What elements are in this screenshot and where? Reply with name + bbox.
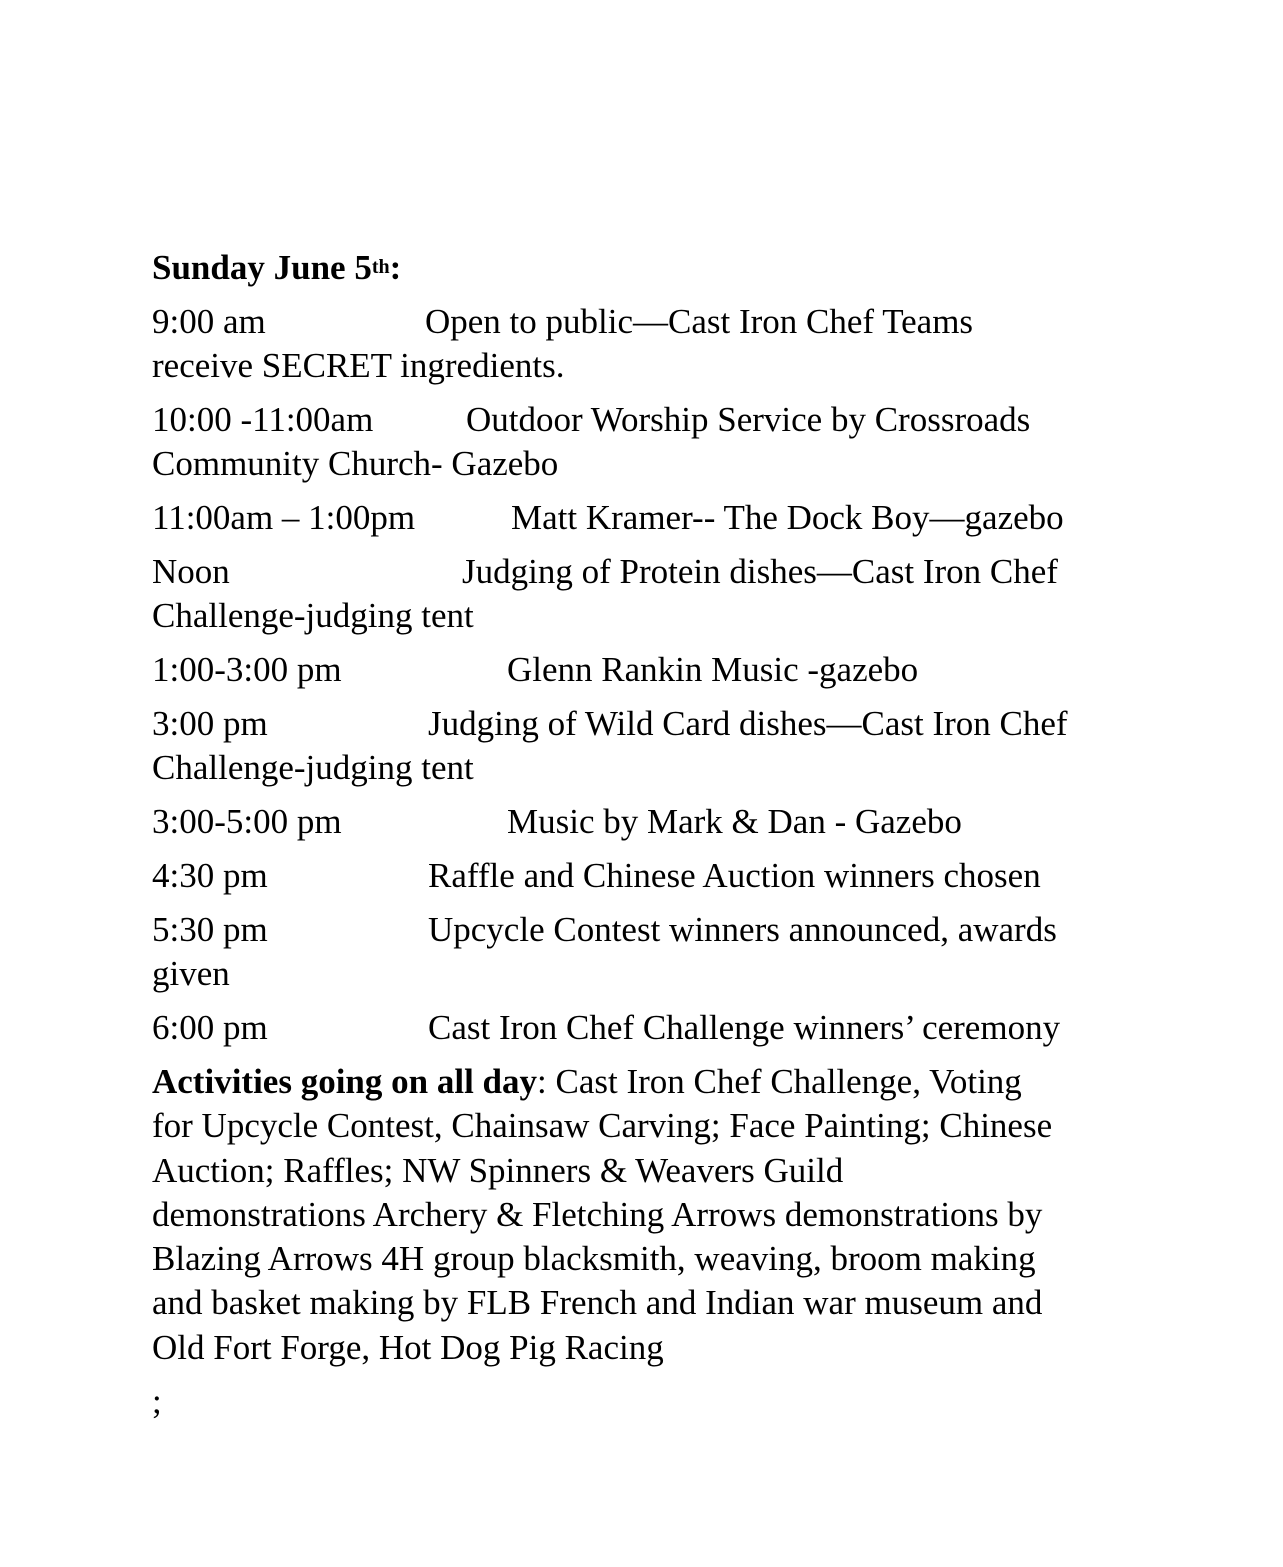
schedule-heading [152, 246, 1137, 290]
event-description: Raffle and Chinese Auction winners chosen [428, 856, 1041, 895]
all-day-line-1 [152, 1060, 1137, 1104]
event-time: 1:00-3:00 pm [152, 650, 342, 689]
event-time: 6:00 pm [152, 1008, 268, 1047]
schedule-event-10 [152, 1006, 1137, 1050]
event-description: Music by Mark & Dan - Gazebo [507, 802, 962, 841]
event-description: Cast Iron Chef Challenge winners’ ceremony [428, 1008, 1061, 1047]
all-day-text: : Cast Iron Chef Challenge, Voting [537, 1062, 1022, 1101]
schedule-event-8 [152, 854, 1137, 898]
heading-colon: : [389, 248, 402, 287]
schedule-event-7 [152, 800, 1137, 844]
event-description: Glenn Rankin Music -gazebo [507, 650, 919, 689]
heading-day: Sunday June 5 [152, 248, 372, 287]
event-description-continued: Challenge-judging tent [152, 748, 474, 787]
event-time: 3:00-5:00 pm [152, 802, 342, 841]
schedule-event-3 [152, 496, 1137, 540]
all-day-line-3: Auction; Raffles; NW Spinners & Weavers Guild [152, 1150, 844, 1190]
all-day-activities [152, 1060, 1137, 1370]
all-day-line-4: demonstrations Archery & Fletching Arrows demonstrations by [152, 1194, 1043, 1234]
event-description: Outdoor Worship Service by Crossroads [466, 400, 1031, 439]
trailing-semicolon: ; [152, 1382, 162, 1422]
schedule-event-4 [152, 550, 1137, 638]
all-day-label: Activities going on all day [152, 1062, 538, 1101]
all-day-line-2: for Upcycle Contest, Chainsaw Carving; Face Painting; Chinese [152, 1106, 1053, 1146]
event-description: Open to public—Cast Iron Chef Teams [425, 302, 974, 341]
event-time: Noon [152, 552, 230, 591]
event-time: 11:00am – 1:00pm [152, 498, 416, 537]
event-description-continued: given [152, 954, 230, 993]
event-description-continued: Community Church- Gazebo [152, 444, 559, 483]
event-time: 4:30 pm [152, 856, 268, 895]
schedule-event-6 [152, 702, 1137, 790]
event-description-continued: Challenge-judging tent [152, 596, 474, 635]
schedule-event-9 [152, 908, 1137, 996]
event-time: 5:30 pm [152, 910, 268, 949]
event-time: 3:00 pm [152, 704, 268, 743]
schedule-event-1 [152, 300, 1137, 388]
event-time: 10:00 -11:00am [152, 400, 374, 439]
event-time: 9:00 am [152, 302, 266, 341]
event-description-continued: receive SECRET ingredients. [152, 346, 565, 385]
event-description: Upcycle Contest winners announced, awards [428, 910, 1057, 949]
schedule-event-2 [152, 398, 1137, 486]
event-description: Judging of Protein dishes—Cast Iron Chef [462, 552, 1058, 591]
all-day-line-6: and basket making by FLB French and Indian war museum and [152, 1283, 1043, 1323]
event-description: Judging of Wild Card dishes—Cast Iron Chef [428, 704, 1068, 743]
schedule-event-5 [152, 648, 1137, 692]
event-description: Matt Kramer-- The Dock Boy—gazebo [511, 498, 1064, 537]
schedule-page [152, 246, 1137, 1424]
all-day-line-5: Blazing Arrows 4H group blacksmith, weaving, broom making [152, 1239, 1036, 1279]
all-day-line-7: Old Fort Forge, Hot Dog Pig Racing [152, 1327, 664, 1367]
heading-ordinal-suffix: th [371, 256, 390, 278]
